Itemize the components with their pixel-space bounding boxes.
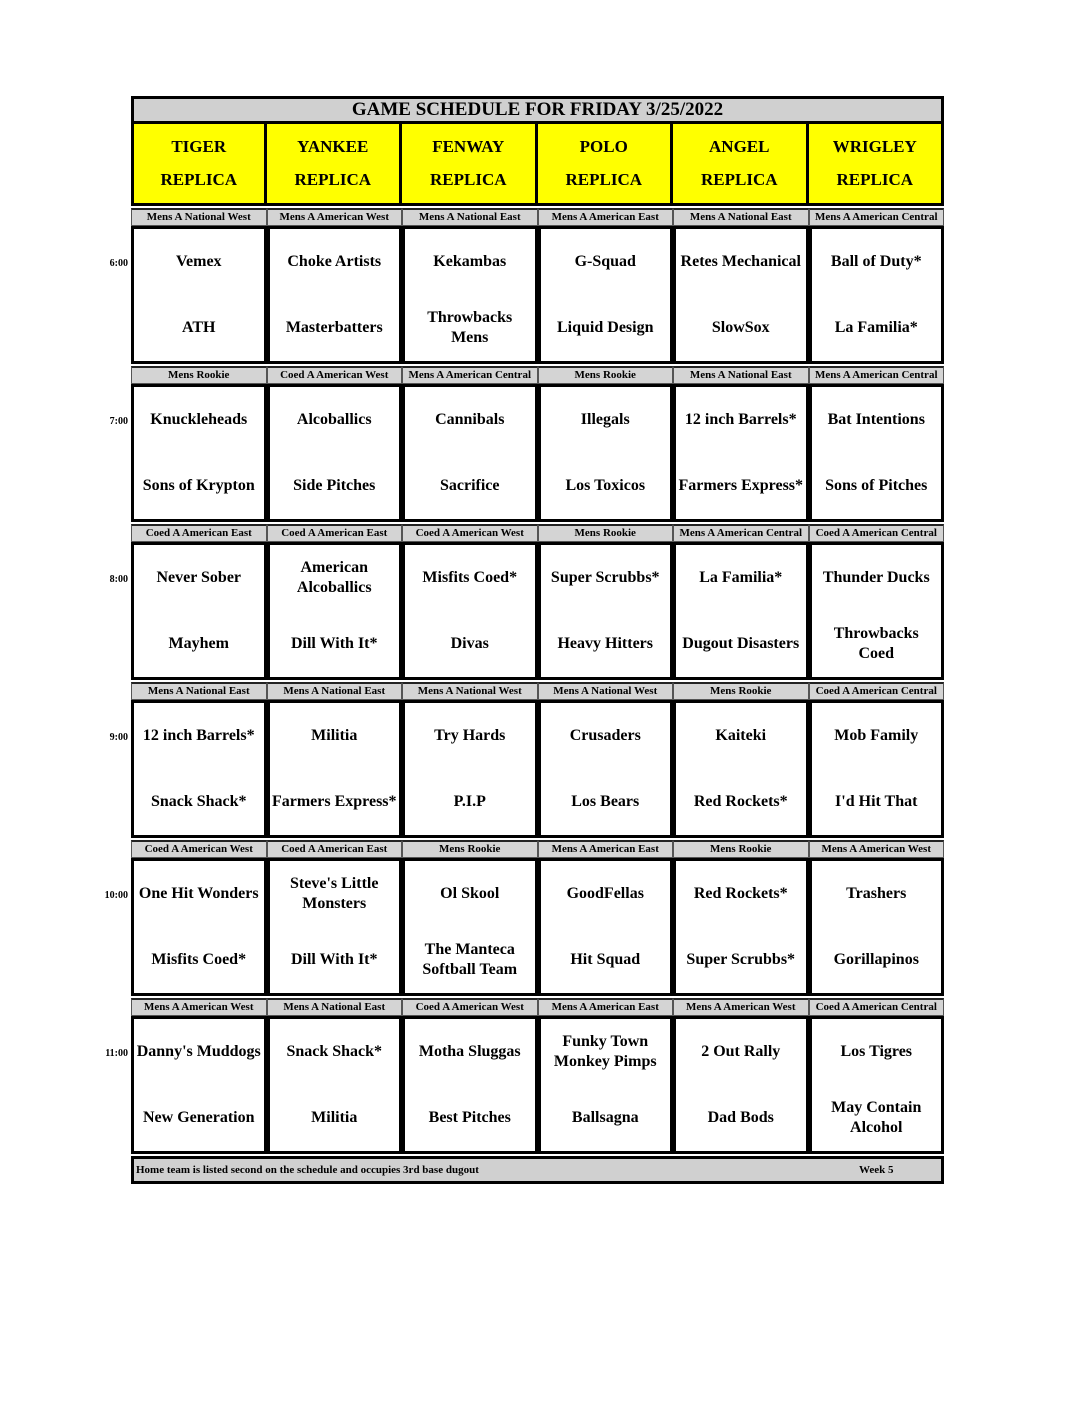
field-name: ANGEL	[709, 136, 770, 156]
games-row	[109, 700, 944, 838]
home-team: Gorillapinos	[833, 951, 919, 968]
division-label: Mens A National East	[402, 208, 538, 226]
home-team: Militia	[311, 1109, 358, 1126]
division-label: Mens A American Central	[809, 366, 945, 384]
game-cell	[131, 858, 267, 996]
game-cell	[538, 384, 674, 522]
away-team: Kekambas	[433, 253, 507, 270]
games-row	[109, 384, 944, 522]
division-label: Mens A American Central	[402, 366, 538, 384]
time-label: 11:00	[105, 1048, 128, 1059]
schedule-table	[104, 96, 944, 1184]
field-name: FENWAY	[432, 136, 505, 156]
division-label: Mens A American West	[673, 998, 809, 1016]
home-team: Throwbacks Coed	[833, 625, 919, 662]
division-label: Mens A American West	[131, 998, 267, 1016]
field-name: YANKEE	[297, 136, 369, 156]
game-cell	[673, 1016, 809, 1154]
division-label: Mens Rookie	[673, 682, 809, 700]
game-cell	[809, 700, 945, 838]
game-cell	[538, 226, 674, 364]
away-team: Never Sober	[156, 569, 242, 586]
field-header	[267, 124, 403, 206]
division-label: Mens Rookie	[538, 366, 674, 384]
division-label: Mens A American Central	[673, 524, 809, 542]
division-label: Coed A American Central	[809, 524, 945, 542]
division-label: Mens Rookie	[673, 840, 809, 858]
game-cell	[267, 858, 403, 996]
game-cell	[267, 542, 403, 680]
division-label: Coed A American Central	[809, 682, 945, 700]
home-team: The Manteca Softball Team	[422, 941, 518, 978]
division-label: Mens A National East	[673, 208, 809, 226]
game-cell	[131, 226, 267, 364]
away-team: Mob Family	[834, 727, 919, 744]
away-team: Try Hards	[434, 727, 506, 744]
division-label: Coed A American East	[267, 840, 403, 858]
field-header	[809, 124, 945, 206]
home-team: Farmers Express*	[678, 477, 804, 494]
game-cell	[402, 226, 538, 364]
field-name: WRIGLEY	[832, 136, 917, 156]
away-team: 12 inch Barrels*	[684, 411, 797, 428]
away-team: Steve's Little Monsters	[290, 875, 379, 912]
field-subtitle: REPLICA	[429, 170, 507, 190]
away-team: Vemex	[175, 253, 222, 270]
game-cell	[402, 542, 538, 680]
division-label: Mens A National West	[131, 208, 267, 226]
division-label: Mens A American East	[538, 840, 674, 858]
division-row	[131, 998, 944, 1016]
away-team: Knuckleheads	[150, 411, 248, 428]
home-team: Dill With It*	[290, 951, 378, 968]
home-team: Dill With It*	[290, 635, 378, 652]
time-label: 9:00	[109, 732, 128, 743]
away-team: GoodFellas	[566, 885, 644, 902]
game-cell	[402, 700, 538, 838]
week-label: Week 5	[859, 1164, 894, 1176]
home-team: Los Bears	[571, 793, 640, 810]
game-cell	[402, 384, 538, 522]
home-team: Heavy Hitters	[557, 635, 654, 652]
field-subtitle: REPLICA	[160, 170, 237, 190]
division-label: Mens A National East	[267, 682, 403, 700]
away-team: Crusaders	[569, 727, 641, 744]
away-team: Retes Mechanical	[680, 253, 801, 270]
away-team: Snack Shack*	[286, 1043, 383, 1060]
away-team: Militia	[311, 727, 358, 744]
home-team: Side Pitches	[293, 477, 376, 494]
home-team: Mayhem	[168, 635, 229, 652]
game-cell	[809, 384, 945, 522]
game-cell	[538, 1016, 674, 1154]
game-cell	[673, 226, 809, 364]
game-cell	[809, 1016, 945, 1154]
time-slot-block	[109, 682, 944, 838]
home-team: Sacrifice	[439, 477, 500, 494]
game-cell	[402, 1016, 538, 1154]
division-label: Mens A American West	[267, 208, 403, 226]
home-team: Divas	[450, 635, 489, 652]
away-team: Super Scrubbs*	[550, 569, 660, 586]
home-team: May Contain Alcohol	[831, 1099, 922, 1136]
schedule-footer	[131, 1156, 944, 1184]
game-cell	[402, 858, 538, 996]
away-team: Ball of Duty*	[830, 253, 922, 270]
away-team: G-Squad	[574, 253, 636, 270]
division-label: Mens Rookie	[131, 366, 267, 384]
away-team: Bat Intentions	[827, 411, 925, 428]
game-cell	[673, 542, 809, 680]
division-row	[131, 682, 944, 700]
time-label: 6:00	[109, 258, 128, 269]
away-team: One Hit Wonders	[138, 885, 259, 902]
home-team: New Generation	[142, 1109, 255, 1126]
games-row	[109, 226, 944, 364]
home-team: Liquid Design	[557, 319, 654, 336]
game-cell	[809, 858, 945, 996]
division-label: Mens A American East	[538, 998, 674, 1016]
division-row	[131, 524, 944, 542]
division-label: Coed A American West	[402, 998, 538, 1016]
away-team: Misfits Coed*	[422, 569, 518, 586]
games-row	[104, 858, 944, 996]
game-cell	[673, 700, 809, 838]
game-cell	[131, 700, 267, 838]
division-label: Mens A American West	[809, 840, 945, 858]
division-label: Mens A National West	[402, 682, 538, 700]
game-cell	[809, 542, 945, 680]
home-team: Sons of Krypton	[142, 477, 255, 494]
field-subtitle: REPLICA	[565, 170, 642, 190]
away-team: American Alcoballics	[296, 559, 372, 596]
home-team: Masterbatters	[285, 319, 383, 336]
home-team: Farmers Express*	[271, 793, 397, 810]
away-team: Red Rockets*	[693, 885, 788, 902]
time-slot-block	[104, 840, 944, 996]
home-team: Los Toxicos	[565, 477, 646, 494]
game-cell	[538, 542, 674, 680]
game-cell	[267, 226, 403, 364]
home-team: SlowSox	[711, 319, 770, 336]
field-header	[402, 124, 538, 206]
division-label: Mens A National East	[131, 682, 267, 700]
field-header	[673, 124, 809, 206]
field-header	[538, 124, 674, 206]
field-name: TIGER	[171, 136, 227, 156]
games-row	[105, 1016, 944, 1154]
game-cell	[538, 700, 674, 838]
field-header-row	[131, 124, 944, 206]
division-label: Mens A National East	[267, 998, 403, 1016]
home-team: I'd Hit That	[835, 793, 918, 810]
division-label: Mens A American Central	[809, 208, 945, 226]
away-team: Kaiteki	[715, 727, 767, 744]
home-team: Misfits Coed*	[151, 951, 247, 968]
away-team: 2 Out Rally	[701, 1043, 781, 1060]
division-row	[131, 208, 944, 226]
home-team: Red Rockets*	[693, 793, 788, 810]
game-cell	[673, 384, 809, 522]
home-team: Sons of Pitches	[825, 477, 928, 494]
schedule-title: GAME SCHEDULE FOR FRIDAY 3/25/2022	[131, 96, 944, 124]
division-label: Coed A American East	[131, 524, 267, 542]
away-team: Cannibals	[435, 411, 505, 428]
game-cell	[538, 858, 674, 996]
field-subtitle: REPLICA	[294, 170, 371, 190]
division-label: Coed A American West	[402, 524, 538, 542]
field-subtitle: REPLICA	[700, 170, 778, 190]
game-cell	[131, 1016, 267, 1154]
field-subtitle: REPLICA	[836, 170, 913, 190]
games-row	[109, 542, 944, 680]
time-slot-block	[109, 366, 944, 522]
home-team: Ballsagna	[571, 1109, 639, 1126]
game-cell	[131, 384, 267, 522]
time-slot-block	[109, 208, 944, 364]
away-team: Funky Town Monkey Pimps	[553, 1033, 657, 1070]
home-team: La Familia*	[834, 319, 918, 336]
division-label: Coed A American West	[131, 840, 267, 858]
game-cell	[131, 542, 267, 680]
time-slots	[104, 208, 944, 1154]
division-label: Coed A American West	[267, 366, 403, 384]
home-team: P.I.P	[453, 793, 486, 810]
game-cell	[267, 700, 403, 838]
away-team: Illegals	[580, 411, 630, 428]
away-team: Alcoballics	[296, 411, 372, 428]
time-label: 8:00	[109, 574, 128, 585]
away-team: Thunder Ducks	[822, 569, 930, 586]
home-team: Snack Shack*	[150, 793, 247, 810]
time-slot-block	[109, 524, 944, 680]
away-team: Trashers	[846, 885, 907, 902]
time-label: 7:00	[109, 416, 128, 427]
division-label: Coed A American East	[267, 524, 403, 542]
division-row	[131, 840, 944, 858]
away-team: Choke Artists	[287, 253, 382, 270]
away-team: Ol Skool	[440, 885, 500, 902]
away-team: Motha Sluggas	[418, 1043, 521, 1060]
time-label: 10:00	[104, 890, 128, 901]
home-team: Throwbacks Mens	[427, 309, 513, 346]
home-team: Dad Bods	[707, 1109, 774, 1126]
division-label: Mens A American East	[538, 208, 674, 226]
away-team: La Familia*	[699, 569, 783, 586]
division-label: Mens Rookie	[402, 840, 538, 858]
division-label: Mens Rookie	[538, 524, 674, 542]
field-header	[131, 124, 267, 206]
footer-note: Home team is listed second on the schedule and occupies 3rd base dugout	[136, 1164, 479, 1176]
away-team: Danny's Muddogs	[136, 1043, 261, 1060]
division-label: Mens A National East	[673, 366, 809, 384]
division-row	[131, 366, 944, 384]
home-team: Hit Squad	[570, 951, 641, 968]
game-cell	[673, 858, 809, 996]
home-team: Super Scrubbs*	[686, 951, 796, 968]
home-team: Dugout Disasters	[682, 635, 800, 652]
home-team: Best Pitches	[428, 1109, 511, 1126]
home-team: ATH	[182, 319, 216, 336]
division-label: Coed A American Central	[809, 998, 945, 1016]
time-slot-block	[105, 998, 944, 1154]
game-cell	[267, 384, 403, 522]
field-name: POLO	[579, 136, 628, 156]
game-cell	[267, 1016, 403, 1154]
game-cell	[809, 226, 945, 364]
division-label: Mens A National West	[538, 682, 674, 700]
away-team: 12 inch Barrels*	[142, 727, 255, 744]
away-team: Los Tigres	[840, 1043, 913, 1060]
